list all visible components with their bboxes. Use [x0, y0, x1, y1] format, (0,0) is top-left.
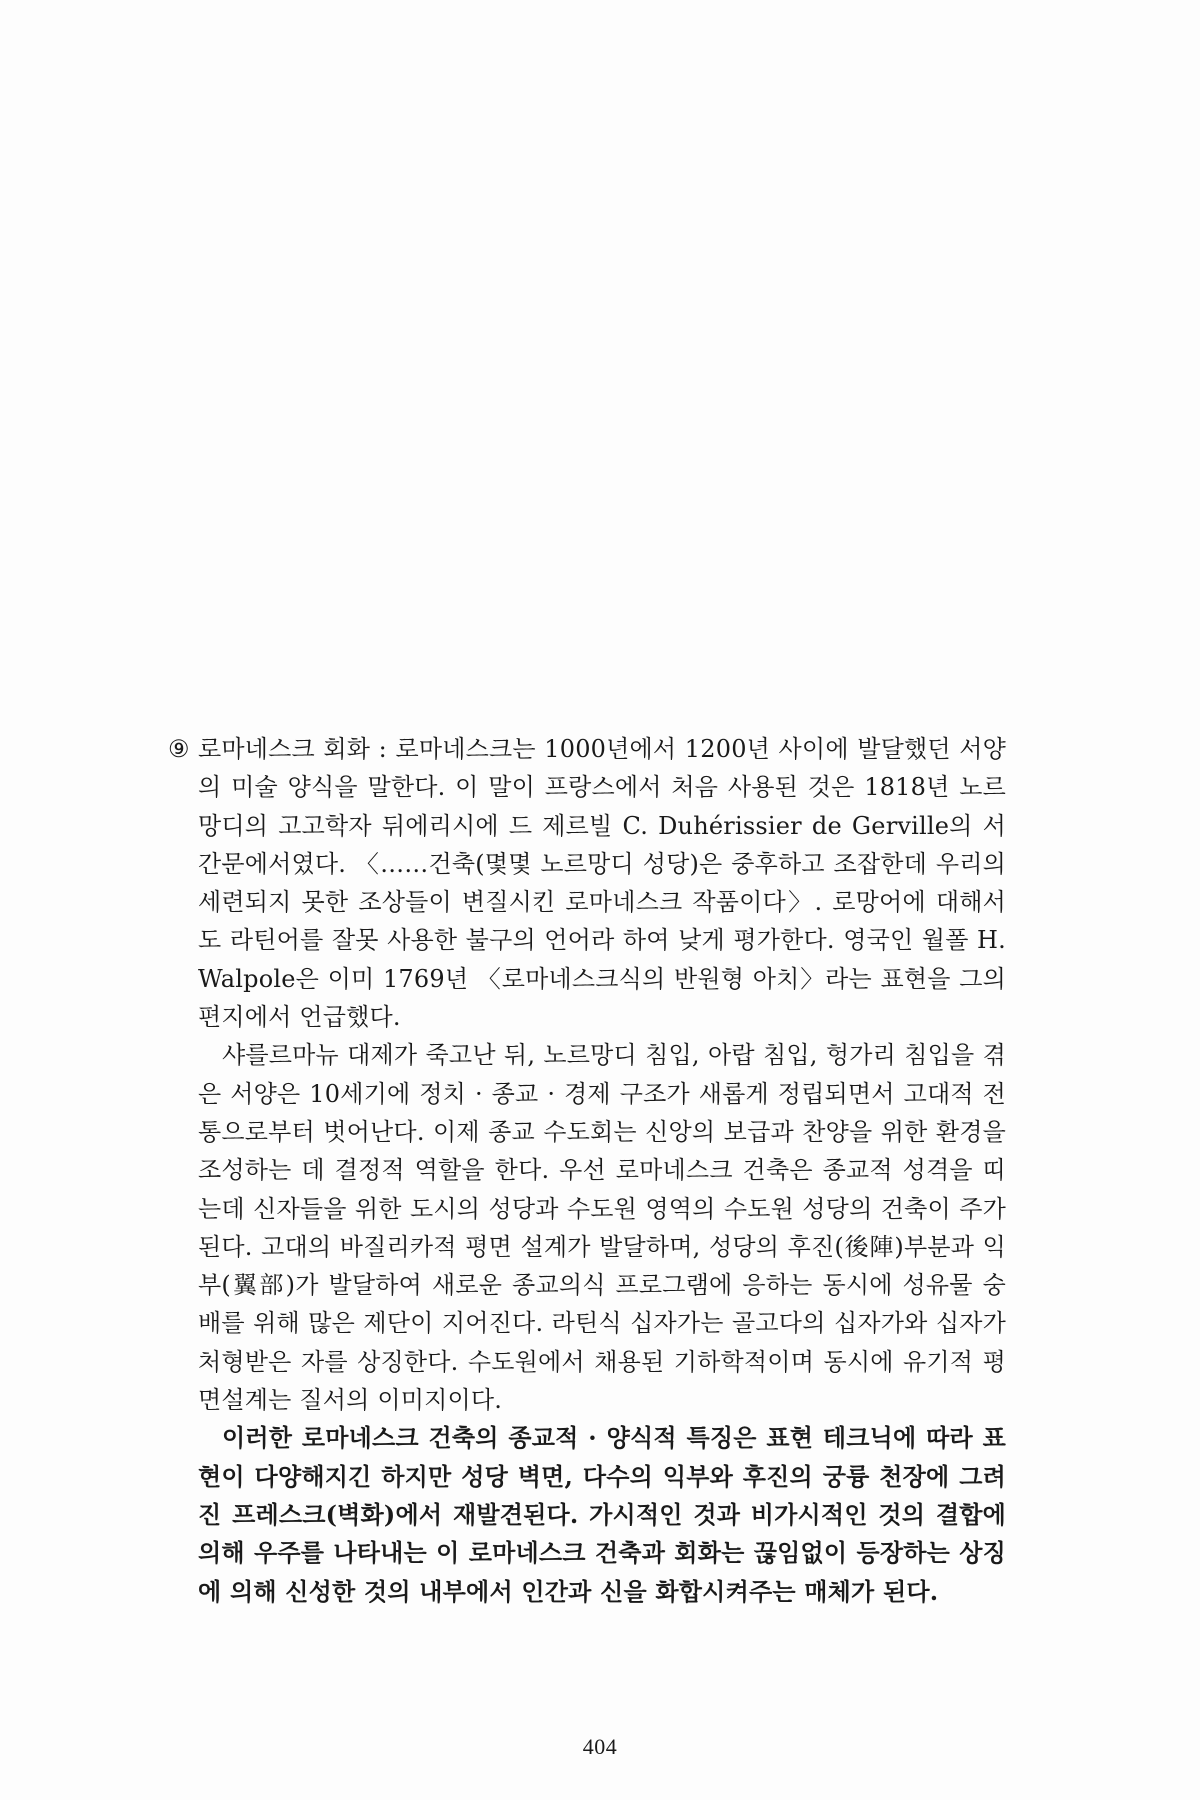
paragraph-history: 샤를르마뉴 대제가 죽고난 뒤, 노르망디 침입, 아랍 침입, 헝가리 침입을 겪은 서양은 10세기에 정치 · 종교 · 경제 구조가 새롭게 정립되면서 고대적 전통으로부터 벗어난다. 이제 종교 수도회는 신앙의 보급과 찬양을 위한 환경을 조성하는 데 결정적 역할을 한다. 우선 로마네스크 건축은 종교적 성격을 띠는데 신자들을 위한 도시의 성당과 수도원 영역의 수도원 성당의 건축이 주가 된다. 고대의 바질리카적 평면 설계가 발달하며, 성당의 후진(後陣)부분과 익부(翼部)가 발달하여 새로운 종교의식 프로그램에 응하는 동시에 성유물 숭배를 위해 많은 제단이 지어진다. 라틴식 십자가는 골고다의 십자가와 십자가 처형받은 자를 상징한다. 수도원에서 채용된 기하학적이며 동시에 유기적 평면설계는 질서의 이미지이다. [198, 1041, 1006, 1415]
entry-paragraph [168, 730, 1006, 1036]
entry-marker: ⑨ [168, 735, 190, 763]
paragraph-conclusion: 이러한 로마네스크 건축의 종교적 · 양식적 특징은 표현 테크닉에 따라 표현이 다양해지긴 하지만 성당 벽면, 다수의 익부와 후진의 궁륭 천장에 그려진 프레스크(벽화)에서 재발견된다. 가시적인 것과 비가시적인 것의 결합에 의해 우주를 나타내는 이 로마네스크 건축과 회화는 끊임없이 등장하는 상징에 의해 신성한 것의 내부에서 인간과 신을 화합시켜주는 매체가 된다. [198, 1423, 1006, 1606]
body-text [168, 730, 1006, 1611]
page-number: 404 [582, 1734, 618, 1759]
entry-text: 로마네스크는 1000년에서 1200년 사이에 발달했던 서양의 미술 양식을 말한다. 이 말이 프랑스에서 처음 사용된 것은 1818년 노르망디의 고고학자 뒤에리시에 드 제르빌 C. Duhérissier de Gerville의 서간문에서였다. 〈……건축(몇몇 노르망디 성당)은 중후하고 조잡한데 우리의 세련되지 못한 조상들이 변질시킨 로마네스크 작품이다〉. 로망어에 대해서도 라틴어를 잘못 사용한 불구의 언어라 하여 낮게 평가한다. 영국인 월폴 H. Walpole은 이미 1769년 〈로마네스크식의 반원형 아치〉라는 표현을 그의 편지에서 언급했다. [198, 735, 1006, 1032]
entry-term: 로마네스크 회화 : [198, 735, 396, 763]
